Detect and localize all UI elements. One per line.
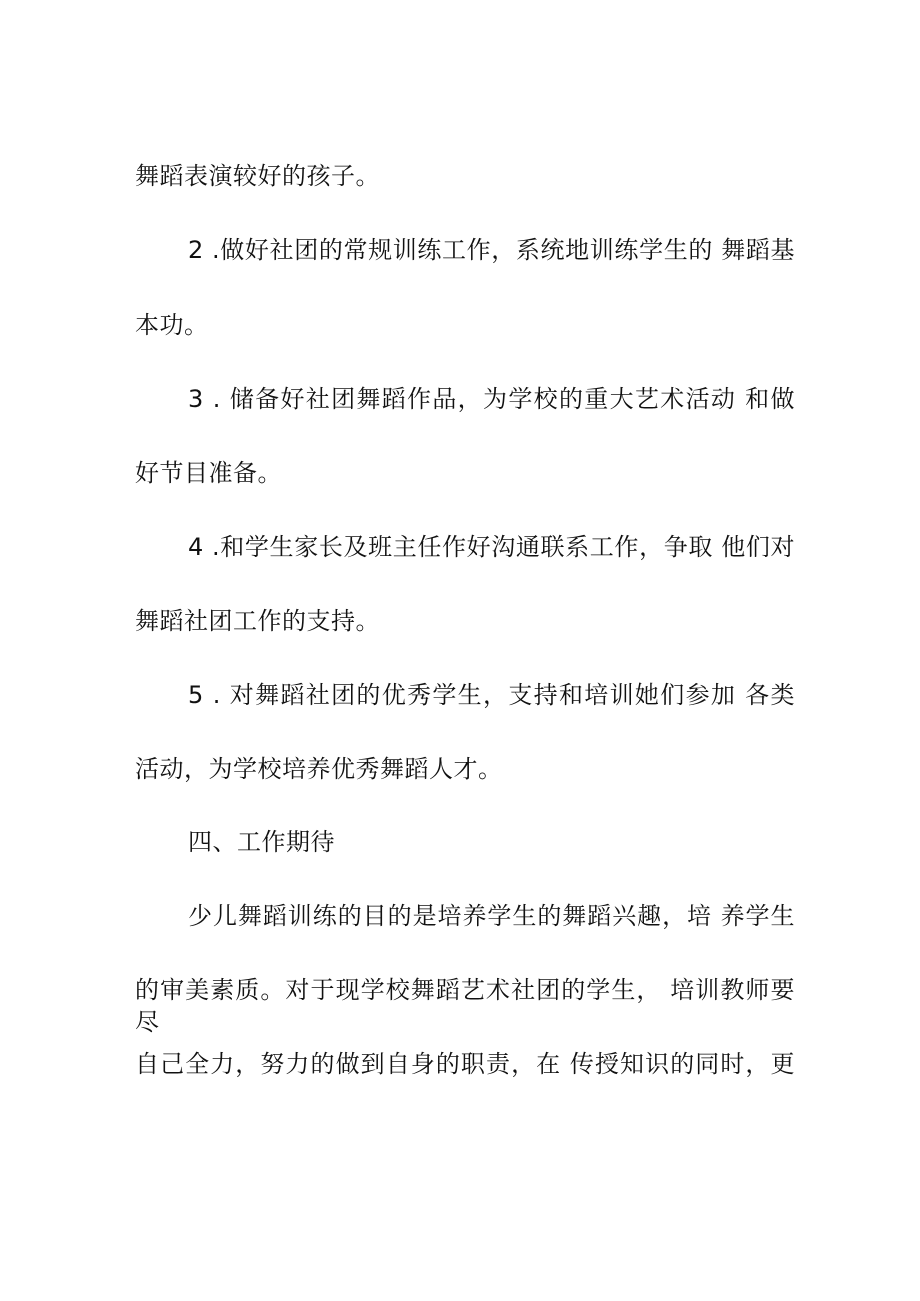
text-line-12: 的审美素质。对于现学校舞蹈艺术社团的学生， 培训教师要尽 bbox=[135, 976, 795, 1036]
text-line-11: 少儿舞蹈训练的目的是培养学生的舞蹈兴趣，培 养学生 bbox=[188, 902, 795, 930]
text-line-9: 活动，为学校培养优秀舞蹈人才。 bbox=[135, 755, 503, 783]
text-line-2: 2 .做好社团的常规训练工作，系统地训练学生的 舞蹈基 bbox=[188, 236, 795, 264]
text-line-4: 3 . 储备好社团舞蹈作品，为学校的重大艺术活动 和做 bbox=[188, 385, 795, 413]
text-line-5: 好节目准备。 bbox=[135, 459, 282, 487]
section-heading: 四、工作期待 bbox=[188, 828, 335, 856]
text-line-8: 5 . 对舞蹈社团的优秀学生，支持和培训她们参加 各类 bbox=[188, 681, 795, 709]
text-line-3: 本功。 bbox=[135, 311, 209, 339]
text-line-1: 舞蹈表演较好的孩子。 bbox=[135, 162, 380, 190]
text-line-13: 自己全力，努力的做到自身的职责，在 传授知识的同时，更 bbox=[135, 1050, 795, 1078]
text-line-7: 舞蹈社团工作的支持。 bbox=[135, 607, 380, 635]
text-line-6: 4 .和学生家长及班主任作好沟通联系工作，争取 他们对 bbox=[188, 533, 795, 561]
